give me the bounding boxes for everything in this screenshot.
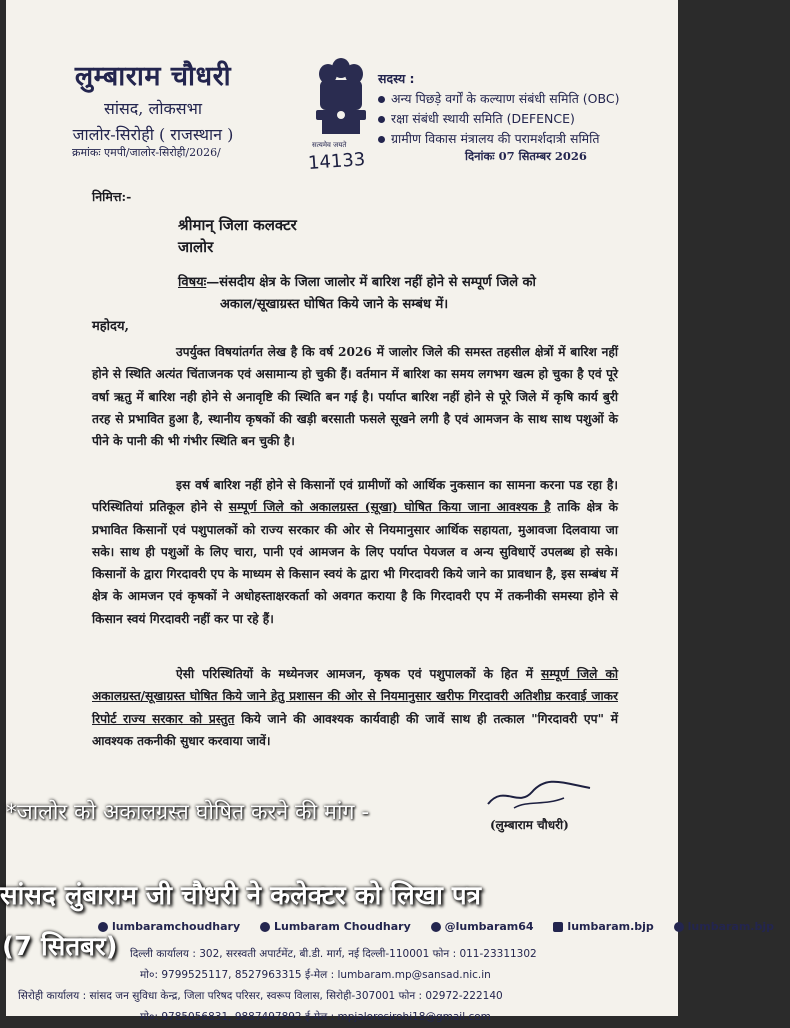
social-item: lumbaram.bjp [553,920,653,933]
membership-item: अन्य पिछड़े वर्गों के कल्याण संबंधी समिति (OBC) [378,90,619,107]
bullet-icon [378,96,385,103]
letter-date: दिनांकः 07 सितम्बर 2026 [465,149,587,163]
sirohi-office: सिरोही कार्यालय : सांसद जन सुविधा केन्द्र, जिला परिषद परिसर, स्वरूप विलास, सिरोही-307001 फोन : 02972-222140 [18,990,503,1002]
subject-text-1: —संसदीय क्षेत्र के जिला जालोर में बारिश नहीं होने से सम्पूर्ण जिले को [206,275,536,290]
reference-number: 14133 [307,149,366,174]
letter-page [6,0,775,1023]
mp-designation: सांसद, लोकसभा [104,99,202,118]
addressee-title: श्रीमान् जिला कलक्टर [178,216,297,234]
addressee-place: जालोर [178,238,214,256]
instagram-icon [553,922,563,932]
salutation: महोदय, [92,319,130,334]
membership-item: रक्षा संबंधी स्थायी समिति (DEFENCE) [378,110,619,127]
member-title: सदस्य : [378,71,415,86]
overlay-headline: सांसद लुंबाराम जी चौधरी ने कलेक्टर को लिखा पत्र [0,881,481,911]
addressee [178,214,297,258]
emblem-motto: सत्यमेव जयते [312,141,347,149]
underlined-request: सम्पूर्ण जिले को अकालग्रस्त/सूखाग्रस्त घोषित किये जाने हेतु प्रशासन की ओर से नियमानुसार खरीफ गिरदावरी अतिशीघ्र करवाई जाकर रिपोर्ट राज्य सरकार को प्रस्तुत [92,667,618,726]
subject-text-2: अकाल/सूखाग्रस्त घोषित किये जाने के सम्बंध में। [220,297,449,312]
social-item: lumbaramchoudhary [98,920,240,933]
committee-memberships [378,70,619,147]
overlay-date: (7 सितबर) [2,932,118,962]
signature-name: (लुम्बाराम चौधरी) [490,818,569,832]
sirohi-contact: मो०: 9785056831, 9887497892 ई-मेल : mpjaloresirohi18@gmail.com [140,1011,491,1023]
mp-constituency: जालोर-सिरोही ( राजस्थान ) [72,125,234,144]
underlined-demand: सम्पूर्ण जिले को अकालग्रस्त (सूखा) घोषित किया जाना आवश्यक है [228,500,551,515]
paragraph-1: उपर्युक्त विषयांतर्गत लेख है कि वर्ष 2026 में जालोर जिले की समस्त तहसील क्षेत्रों में बारिश नहीं होने से स्थिति अत्यंत चिंताजनक एवं असामान्य हो चुकी हैं। वर्तमान में बारिश का समय लगभग खत्म हो चुका है एवं पूरे वर्षा ऋतु में बारिश नही होने से अनावृष्टि की स्थिति बन गई है। पर्याप्त बारिश नहीं होने से पूरे जिले में कृषि कार्य बुरी तरह से प्रभावित हुआ है, स्थानीय कृषकों की खड़ी बरसाती फसले सूखने लगी है एवं आमजन के साथ साथ पशुओं के पीने के पानी की भी गंभीर स्थिति बन चुकी है। [92,345,618,449]
bullet-icon [378,136,385,143]
delhi-contact: मो०: 9799525117, 8527963315 ई-मेल : lumbaram.mp@sansad.nic.in [140,969,491,981]
bullet-icon [378,116,385,123]
subject [178,272,618,316]
delhi-office: दिल्ली कार्यालय : 302, सरस्वती अपार्टमेंट, बी.डी. मार्ग, नई दिल्ली-110001 फोन : 011-23311302 [130,948,537,960]
paragraph-3: ऐसी परिस्थितियों के मध्येनजर आमजन, कृषक एवं पशुपालकों के हित में सम्पूर्ण जिले को अकालग्रस्त/सूखाग्रस्त घोषित किये जाने हेतु प्रशासन की ओर से नियमानुसार खरीफ गिरदावरी अतिशीघ्र करवाई जाकर रिपोर्ट राज्य सरकार को प्रस्तुत किये जाने की आवश्यक कार्यवाही की जावें साथ ही तत्काल "गिरदावरी एप" में आवश्यक तकनीकी सुधार करवाया जावें। [92,667,619,748]
overlay-demand-caption: *जालोर को अकालग्रस्त घोषित करने की मांग - [6,800,370,825]
threads-icon [674,922,684,932]
reference-label: क्रमांकः एमपी/जालोर-सिरोही/2026/ [72,146,221,159]
letterhead-sender [28,56,278,145]
subject-label: विषयः [178,275,207,290]
twitter-icon [431,922,441,932]
signature-icon [484,778,594,814]
facebook-icon [260,922,270,932]
social-handles [98,920,790,933]
social-item: @lumbaram64 [431,920,534,933]
nimitt-label: निमित्त:- [92,189,132,204]
national-emblem-icon [306,50,376,150]
social-item: lumbaram.bjp [674,920,774,933]
membership-item: ग्रामीण विकास मंत्रालय की परामर्शदात्री समिति [378,130,619,147]
mp-name: लुम्बाराम चौधरी [74,61,232,92]
paragraph-2: इस वर्ष बारिश नहीं होने से किसानों एवं ग्रामीणों को आर्थिक नुकसान का सामना करना पड रहा है। परिस्थितियां प्रतिकूल होने से सम्पूर्ण जिले को अकालग्रस्त (सूखा) घोषित किया जाना आवश्यक है ताकि क्षेत्र के प्रभावित किसानों एवं पशुपालकों को राज्य सरकार की ओर से नियमानुसार आर्थिक सहायता, मुआवजा दिलवाया जा सके। साथ ही पशुओं के लिए चारा, पानी एवं आमजन के लिए पर्याप्त पेयजल व अन्य सुविधाऐं उपलब्ध हो सके। किसानों के द्वारा गिरदावरी एप के माध्यम से किसान स्वयं के द्वारा भी गिरदावरी किये जाने का प्रावधान है, इस सम्बंध में क्षेत्र के आमजन एवं कृषकों ने अधोहस्ताक्षरकर्ता को अवगत कराया है कि गिरदावरी एप में तकनीकी समस्या होने से किसान स्वयं गिरदावरी नहीं कर पा रहे हैं। [92,478,618,626]
social-item: Lumbaram Choudhary [260,920,411,933]
